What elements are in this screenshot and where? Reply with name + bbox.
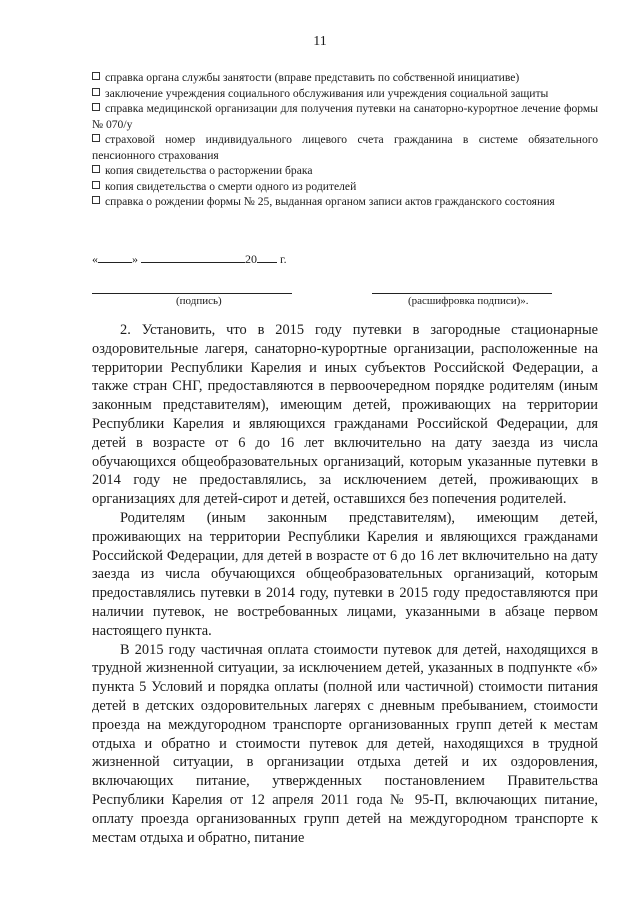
body-paragraph: В 2015 году частичная оплата стоимости путевок для детей, находящихся в трудной жизненной ситуации, за исключением детей, указанных в подпункте «б» пункта 5 Условий и порядка оплаты (полной или частичной) стоимости питания детей в детских оздоровительных лагерях с дневным пребыванием, стоимости проезда на междугородном транспорте организованных групп детей к местам отдыха и обратно и стоимости путевок для детей, находящихся в трудной жизненной ситуации, в организации отдыха детей и их оздоровления, включающих питание, утвержденных постановлением Правительства Республики Карелия от 12 апреля 2011 года № 95-П, включающих питание, оплату проезда организованных групп детей на междугородном транспорте к местам отдыха и обратно, питание xyxy=(92,641,598,846)
checkbox-square-icon xyxy=(92,165,100,173)
year-suffix: г. xyxy=(280,252,287,266)
date-line xyxy=(92,251,287,267)
body-paragraph: 2. Установить, что в 2015 году путевки в загородные стационарные оздоровительные лагеря, санаторно-курортные организации, расположенные на территории Республики Карелия и иных субъектов Российской Федерации, а также стран СНГ, предоставляются в первоочередном порядке родителям (иным законным представителям), имеющим детей, проживающих на территории Республики Карелия и являющихся гражданами Российской Федерации, для детей в возрасте от 6 до 16 лет включительно на дату заезда из числа обучающихся общеобразовательных организаций, которым указанные путевки в 2014 году не предоставлялись, за исключением детей, проживающих в организациях для детей-сирот и детей, оставшихся без попечения родителей. xyxy=(92,322,598,508)
checklist-item-text: копия свидетельства о расторжении брака xyxy=(105,164,313,177)
signature-name-caption: (расшифровка подписи)». xyxy=(408,295,529,307)
signature-caption: (подпись) xyxy=(176,295,222,307)
checkbox-square-icon xyxy=(92,196,100,204)
page-number: 11 xyxy=(313,34,327,49)
signature-name-line xyxy=(372,293,552,294)
checkbox-square-icon xyxy=(92,88,100,96)
checklist-item xyxy=(92,101,598,132)
checklist-item-text: справка медицинской организации для получения путевки на санаторно-курортное лечение формы № 070/у xyxy=(92,102,598,131)
checkbox-square-icon xyxy=(92,103,100,111)
day-blank xyxy=(98,251,132,263)
year-blank xyxy=(257,251,277,263)
checklist-item-text: страховой номер индивидуального лицевого счета гражданина в системе обязательного пенсионного страхования xyxy=(92,133,598,162)
checklist-item-text: справка органа службы занятости (вправе представить по собственной инициативе) xyxy=(105,71,520,84)
checklist-item xyxy=(92,194,598,210)
checklist-item xyxy=(92,70,598,86)
year-prefix: 20 xyxy=(245,252,257,266)
checklist-item-text: справка о рождении формы № 25, выданная органом записи актов гражданского состояния xyxy=(105,195,555,208)
checkbox-square-icon xyxy=(92,72,100,80)
body-paragraph: Родителям (иным законным представителям), имеющим детей, проживающих на территории Республики Карелия и являющихся гражданами Российской Федерации, для детей в возрасте от 6 до 16 лет включительно на дату заезда из числа обучающихся общеобразовательных организаций, которым предоставлялись путевки в 2014 году, путевки в 2015 году предоставляются при наличии путевок, не востребованных лицами, указанными в абзаце первом настоящего пункта. xyxy=(92,509,598,639)
month-blank xyxy=(141,251,245,263)
signature-line xyxy=(92,293,292,294)
checklist-item-text: заключение учреждения социального обслуживания или учреждения социальной защиты xyxy=(105,86,549,100)
date-close-quote: » xyxy=(132,252,138,266)
checkbox-square-icon xyxy=(92,181,100,189)
date-open-quote: « xyxy=(92,252,98,266)
checklist-item-text: копия свидетельства о смерти одного из родителей xyxy=(105,179,357,193)
checklist-item xyxy=(92,179,598,195)
document-checklist xyxy=(92,70,598,210)
checklist-item xyxy=(92,163,598,179)
document-body xyxy=(92,321,598,847)
checklist-item xyxy=(92,86,598,102)
checkbox-square-icon xyxy=(92,134,100,142)
checklist-item xyxy=(92,132,598,163)
